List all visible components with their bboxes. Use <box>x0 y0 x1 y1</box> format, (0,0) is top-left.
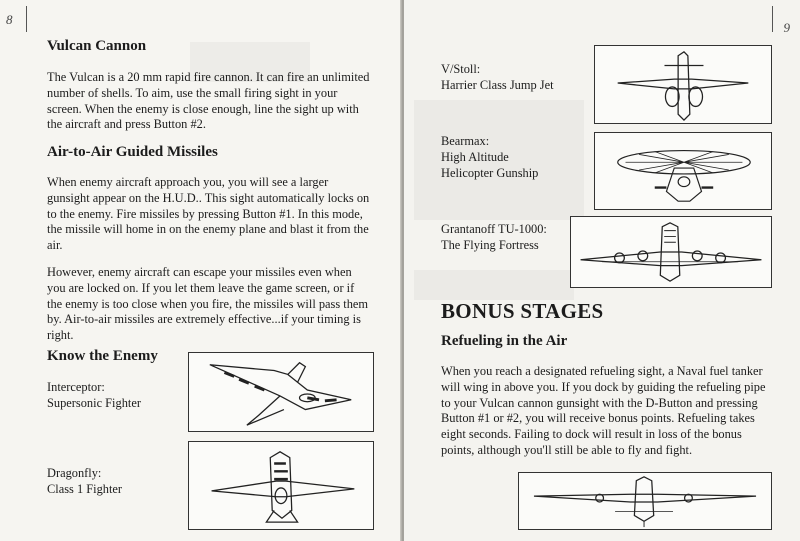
grantanoff-label <box>441 222 547 254</box>
grantanoff-class: The Flying Fortress <box>441 237 539 252</box>
dragonfly-illustration <box>188 441 374 530</box>
vstoll-name: V/Stoll: <box>441 62 481 76</box>
page-rule <box>26 6 27 32</box>
bearmax-illustration <box>594 132 772 210</box>
missiles-body-1: When enemy aircraft approach you, you will see a larger gunsight appear on the H.U.D.. This sight automatically locks on to the enemy. Fire missiles by pressing Button #1. In this mode, the missile will home in on the enemy plane and blast it from the air. <box>47 175 370 253</box>
dragonfly-fighter-icon <box>189 442 373 529</box>
refueling-body: When you reach a designated refueling sight, a Naval fuel tanker will wing in above you. If you dock by guiding the refueling pipe to your Vulcan cannon gunsight with the D-Button and pressing Button #1 or #2, you will receive bonus points. Refueling takes eight seconds. Failing to dock will result in loss of the bonus points, although you'll still be able to fly and fight. <box>441 364 766 457</box>
bearmax-label <box>441 134 538 181</box>
bearmax-class: High Altitude <box>441 149 509 164</box>
interceptor-name: Interceptor: <box>47 380 105 394</box>
interceptor-class: Supersonic Fighter <box>47 395 141 410</box>
dragonfly-label <box>47 466 122 498</box>
interceptor-illustration <box>188 352 374 432</box>
bonus-heading: BONUS STAGES <box>441 299 604 323</box>
refueling-heading: Refueling in the Air <box>441 333 568 349</box>
vulcan-heading: Vulcan Cannon <box>47 38 147 54</box>
fuel-tanker-icon <box>519 473 771 529</box>
dragonfly-class: Class 1 Fighter <box>47 481 123 496</box>
interceptor-label <box>47 380 141 412</box>
missiles-heading: Air-to-Air Guided Missiles <box>47 144 218 160</box>
page-number: 9 <box>783 20 790 35</box>
bearmax-name: Bearmax: <box>441 134 490 148</box>
harrier-jet-icon <box>595 46 771 123</box>
heavy-bomber-icon <box>571 217 771 287</box>
interceptor-jet-icon <box>189 353 373 431</box>
vstoll-label <box>441 62 554 94</box>
bleed-through <box>414 270 574 300</box>
vstoll-class: Harrier Class Jump Jet <box>441 77 554 92</box>
vulcan-body: The Vulcan is a 20 mm rapid fire cannon. It can fire an unlimited number of shells. To aim, use the small firing sight in your screen. When the enemy is close enough, line the sight up with the aircraft and press Button #2. <box>47 70 370 132</box>
bearmax-role: Helicopter Gunship <box>441 165 539 180</box>
page-number: 8 <box>6 12 13 27</box>
grantanoff-illustration <box>570 216 772 288</box>
tanker-illustration <box>518 472 772 530</box>
page-rule <box>772 6 773 32</box>
enemy-heading: Know the Enemy <box>47 348 158 364</box>
helicopter-gunship-icon <box>595 133 771 209</box>
dragonfly-name: Dragonfly: <box>47 466 102 480</box>
vstoll-illustration <box>594 45 772 124</box>
grantanoff-name: Grantanoff TU-1000: <box>441 222 547 236</box>
missiles-body-2: However, enemy aircraft can escape your missiles even when you are locked on. If you let them leave the game screen, or if the enemy is too close when you fire, the missiles will pass them by. Air-to-air missiles are extremely effective...if your timing is right. <box>47 265 369 343</box>
right-page <box>404 0 800 541</box>
